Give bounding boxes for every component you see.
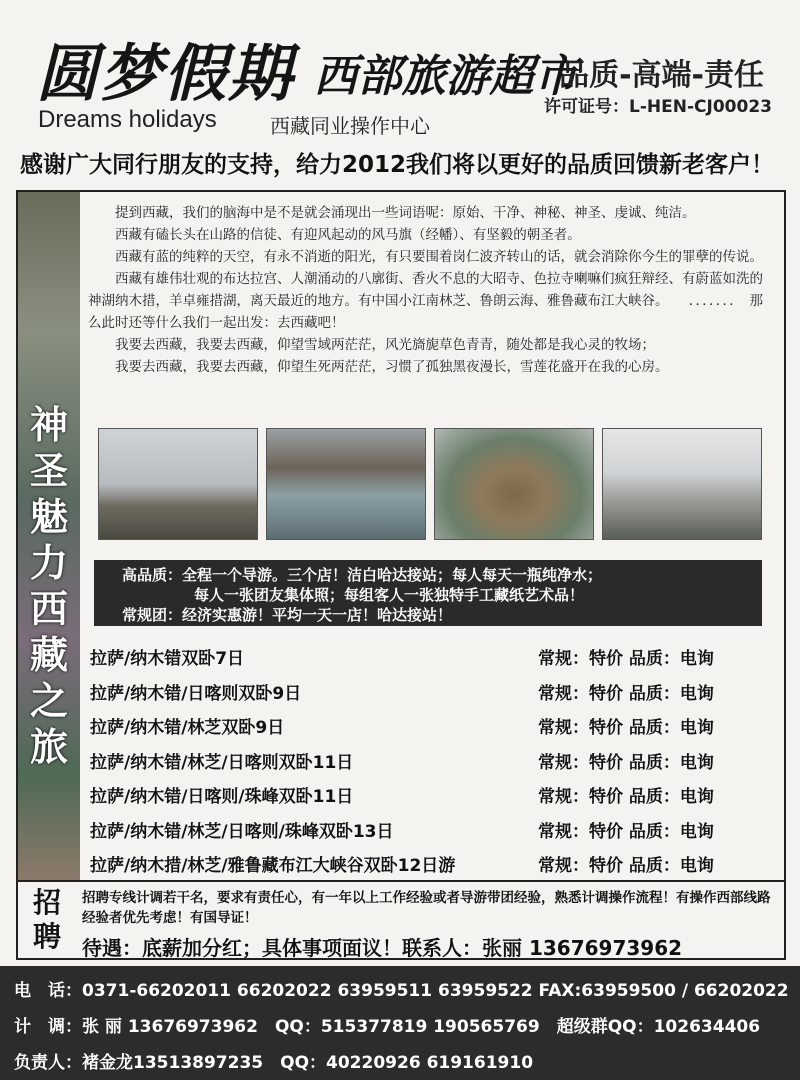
contact-footer	[0, 966, 800, 1080]
route-list	[90, 638, 780, 880]
brand-english-name: Dreams holidays	[38, 106, 217, 133]
route-price: 常规：特价 品质：电询	[538, 718, 714, 738]
thanks-banner: 感谢广大同行朋友的支持，给力2012我们将以更好的品质回馈新老客户！	[20, 152, 775, 178]
route-item	[90, 638, 780, 673]
route-price: 常规：特价 品质：电询	[538, 821, 714, 842]
recruitment-label: 招聘	[32, 886, 61, 953]
recruitment-section	[18, 880, 784, 960]
feature-line: 每人一张团友集体照；每组客人一张独特手工藏纸艺术品！	[194, 586, 585, 604]
route-price: 常规：特价 品质：电询	[538, 856, 714, 876]
route-name: 拉萨/纳木错/林芝/日喀则双卧11日	[90, 752, 354, 773]
route-name: 拉萨/纳木措/林芝/雅鲁藏布江大峡谷双卧12日游	[90, 856, 456, 876]
intro-paragraph: 提到西藏，我们的脑海中是不是就会涌现出一些词语呢：原始、干净、神秘、神圣、虔诚、纯洁。	[115, 205, 696, 221]
potala-palace-photo	[98, 428, 258, 540]
recruitment-text: 招聘专线计调若干名，要求有责任心，有一年以上工作经验或者导游带团经验，熟悉计调操作流程！有操作西部线路经验者优先考虑！有国导证！	[82, 890, 771, 926]
slogan: 品质-高端-责任	[559, 58, 764, 93]
sidebar-title: 神圣魅力西藏之旅	[29, 403, 68, 769]
feature-line: 高品质：全程一个导游。三个店！洁白哈达接站；每人每天一瓶纯净水；	[122, 566, 603, 584]
route-name: 拉萨/纳木错/林芝双卧9日	[90, 718, 285, 738]
river-valley-photo	[434, 428, 594, 540]
route-name: 拉萨/纳木错/日喀则/珠峰双卧11日	[90, 787, 354, 807]
header	[22, 20, 782, 140]
lake-photo	[266, 428, 426, 540]
route-item	[90, 776, 780, 811]
feature-banner	[94, 560, 762, 626]
sky-landscape-photo	[602, 428, 762, 540]
intro-paragraph: 我要去西藏，我要去西藏，仰望雪域两茫茫，风光旖旎草色青青，随处都是我心灵的牧场；	[115, 337, 655, 353]
feature-line: 常规团：经济实惠游！平均一天一店！哈达接站！	[122, 606, 453, 624]
route-name: 拉萨/纳木错双卧7日	[90, 649, 245, 669]
planner-line: 计 调：张 丽 13676973962 QQ：515377819 190565769 超级群QQ：102634406	[14, 1017, 761, 1037]
sidebar-photo	[18, 192, 80, 880]
brand-logo-text: 圆梦假期	[36, 37, 293, 110]
route-item	[90, 742, 780, 777]
route-item	[90, 811, 780, 846]
route-price: 常规：特价 品质：电询	[538, 683, 714, 704]
phone-line: 电 话：0371-66202011 66202022 63959511 63959522 FAX:63959500 / 66202022	[14, 981, 789, 1001]
manager-line: 负责人：褚金龙13513897235 QQ：40220926 619161910	[14, 1053, 534, 1073]
intro-paragraph: 我要去西藏，我要去西藏，仰望生死两茫茫，习惯了孤独黑夜漫长，雪莲花盛开在我的心房。	[115, 359, 669, 375]
operation-center: 西藏同业操作中心	[270, 114, 430, 138]
intro-paragraph: 西藏有雄伟壮观的布达拉宫、人潮涌动的八廓街、香火不息的大昭寺、色拉寺喇嘛们疯狂辩经、有蔚蓝如洗的神湖纳木措，羊卓雍措湖，离天最近的地方。有中国小江南林芝、鲁朗云海、雅鲁藏布江大峡谷。 ．．．．．．． 那么此时还等什么我们一起出发：去西藏吧！	[88, 271, 763, 331]
route-name: 拉萨/纳木错/日喀则双卧9日	[90, 683, 302, 704]
intro-paragraph: 西藏有蓝的纯粹的天空，有永不消逝的阳光，有只要围着岗仁波齐转山的话，就会消除你今生的罪孽的传说。	[115, 249, 763, 265]
route-name: 拉萨/纳木错/林芝/日喀则/珠峰双卧13日	[90, 821, 394, 842]
route-price: 常规：特价 品质：电询	[538, 787, 714, 807]
intro-text	[88, 202, 768, 378]
brand-subtitle: - 西部旅游超市	[280, 51, 578, 102]
route-price: 常规：特价 品质：电询	[538, 752, 714, 773]
license-number: 许可证号：L-HEN-CJ00023	[544, 97, 772, 117]
route-price: 常规：特价 品质：电询	[538, 649, 714, 669]
main-box	[16, 190, 786, 960]
intro-paragraph: 西藏有磕长头在山路的信徒、有迎风起动的风马旗（经幡）、有坚毅的朝圣者。	[115, 227, 581, 243]
recruitment-contact: 待遇：底薪加分红；具体事项面议！联系人：张丽 13676973962	[82, 936, 683, 960]
route-item	[90, 673, 780, 708]
route-item	[90, 845, 780, 880]
route-item	[90, 707, 780, 742]
photo-strip	[98, 428, 768, 540]
